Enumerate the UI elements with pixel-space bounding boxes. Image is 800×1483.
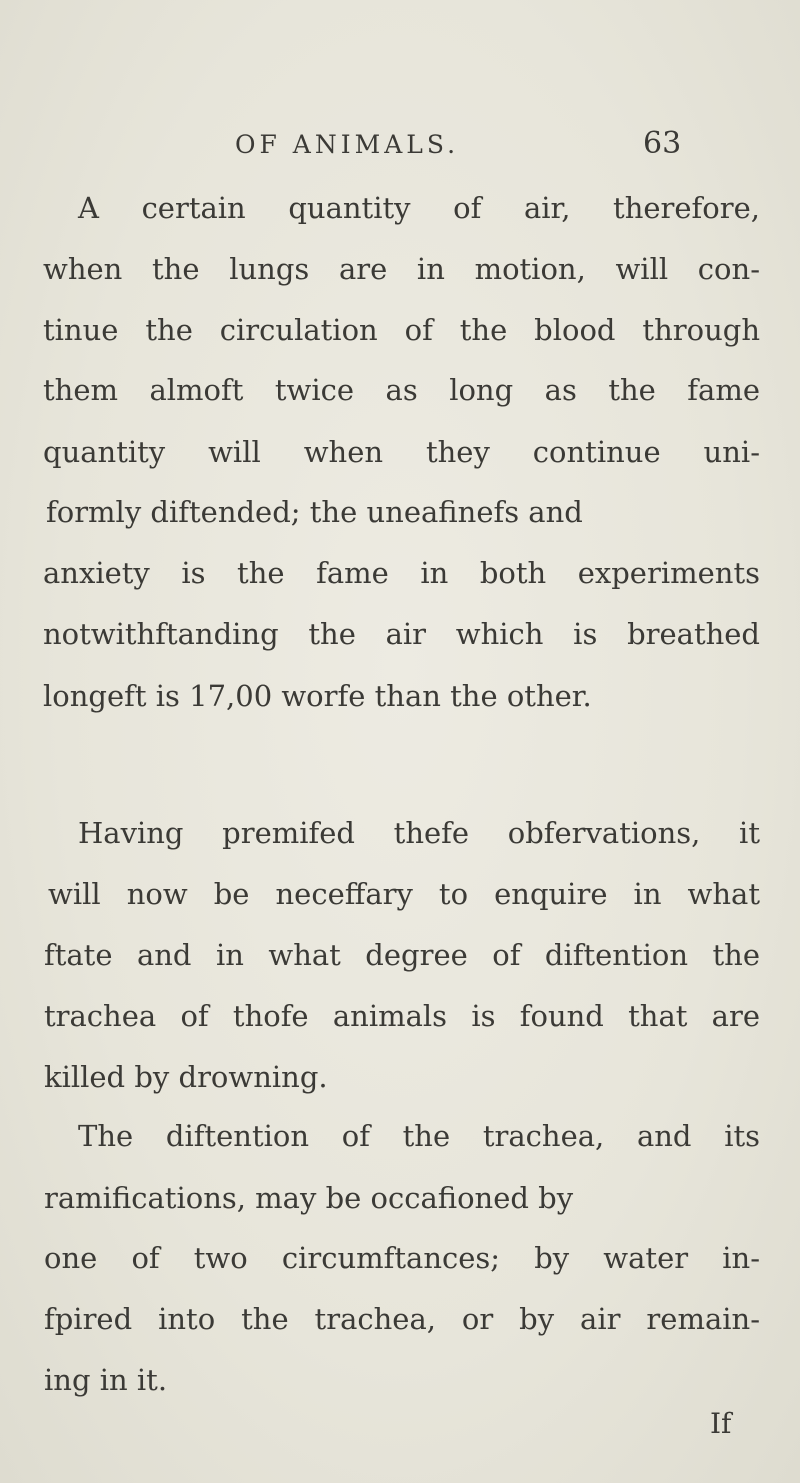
running-head-title: OF ANIMALS. bbox=[235, 130, 460, 159]
text-line: ramifications, may be occafioned by bbox=[44, 1181, 574, 1215]
text-line: killed by drowning. bbox=[44, 1060, 328, 1094]
text-line: fpired into the trachea, or by air remain- bbox=[44, 1302, 760, 1336]
text-line: longeft is 17,00 worfe than the other. bbox=[43, 679, 592, 713]
text-line: tinue the circulation of the blood through bbox=[43, 313, 760, 347]
text-line: Having premifed thefe obfervations, it bbox=[78, 816, 760, 850]
text-line: them almoft twice as long as the fame bbox=[43, 373, 760, 407]
running-head bbox=[235, 126, 775, 170]
page-number: 63 bbox=[643, 126, 682, 161]
text-line: will now be neceffary to enquire in what bbox=[48, 877, 760, 911]
text-line: quantity will when they continue uni- bbox=[43, 435, 760, 469]
text-line: ing in it. bbox=[44, 1363, 168, 1397]
text-line: The diftention of the trachea, and its bbox=[78, 1119, 760, 1153]
catchword: If bbox=[710, 1407, 732, 1440]
text-line: A certain quantity of air, therefore, bbox=[78, 191, 760, 225]
text-line: formly diftended; the uneafinefs and bbox=[46, 495, 583, 529]
text-line: ftate and in what degree of diftention the bbox=[44, 938, 760, 972]
text-line: one of two circumftances; by water in- bbox=[44, 1241, 760, 1275]
text-line: trachea of thofe animals is found that are bbox=[44, 999, 760, 1033]
text-line: anxiety is the fame in both experiments bbox=[43, 556, 760, 590]
text-line: when the lungs are in motion, will con- bbox=[43, 252, 760, 286]
text-line: notwithftanding the air which is breathed bbox=[43, 617, 760, 651]
